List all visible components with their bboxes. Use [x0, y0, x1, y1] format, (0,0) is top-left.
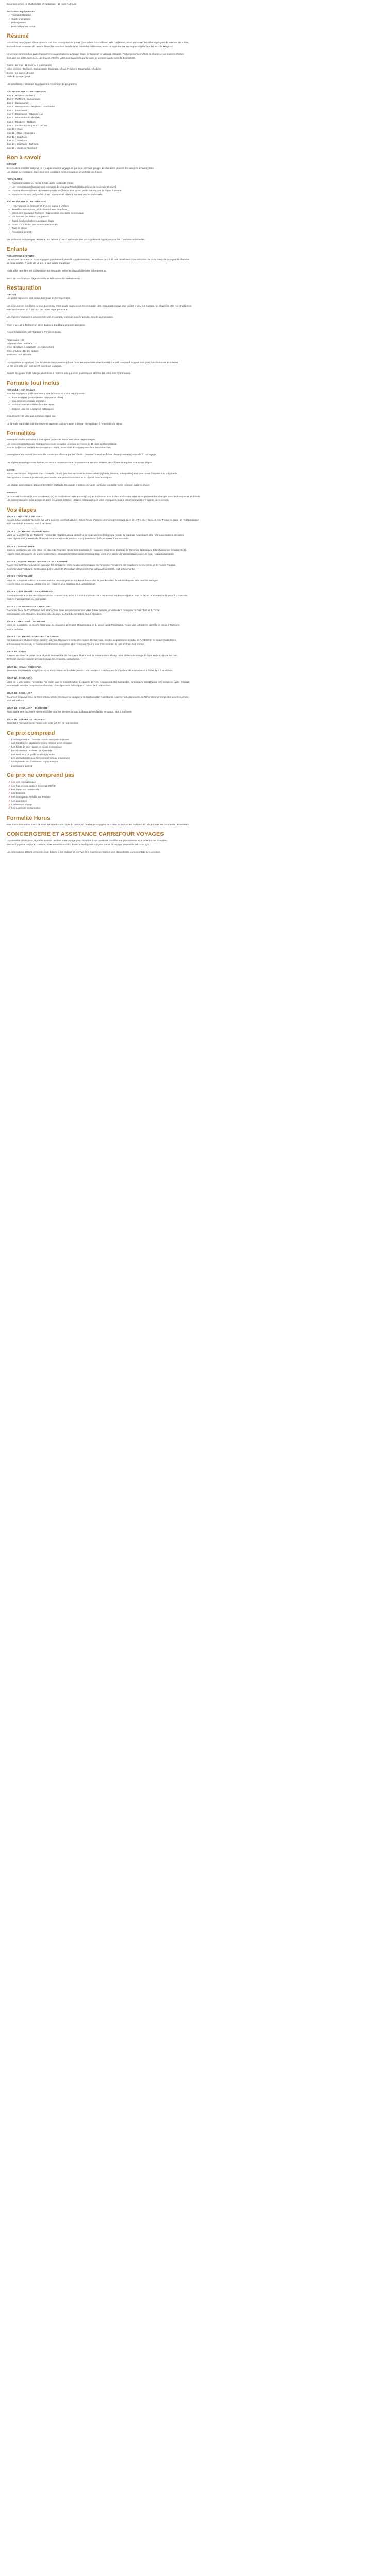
paragraph: Les enfants de moins de 2 ans voyagent gratuitement (sans lit supplémentaire). Les enfants de 2 à 11 ans bénéficient d'une réduction de 25 % lorsqu'ils partagent la chambre: [7, 258, 189, 261]
paragraph: Les petits-déjeuners sont inclus dans tous les hébergements.: [7, 297, 71, 300]
paragraph: Les tarifs sont indiqués par personne, sur la base d'une chambre double. Un supplément s'applique pour les chambres individuelles.: [7, 238, 145, 241]
included-item: ✓ Guide anglophone: [7, 17, 384, 21]
subsection-heading: JOUR 11 : KHIVA - BOUKHARA: [7, 665, 42, 668]
blank-line: [7, 661, 384, 665]
blank-line: [7, 687, 384, 691]
bullet-item: • Billets de train rapide Tachkent - Samarcande en classe économique: [7, 211, 384, 215]
paragraph: Déjeuner chez l'habitant : J4: [7, 342, 37, 345]
blank-line: [7, 846, 384, 850]
paragraph: Supplément : 35 USD par personne et par jour.: [7, 415, 56, 418]
subsection-heading: Services et équipements: [7, 10, 35, 13]
paragraph: Durée : 15 jours / 14 nuits: [7, 71, 34, 74]
paragraph: Un lit bébé peut être mis à disposition sur demande, selon les disponibilités des hébergements.: [7, 269, 107, 272]
bullet-item: • Assistance 24h/24: [7, 230, 384, 234]
paragraph: L'après-midi, découverte de la nécropole Chah-i-Zinda et de l'observatoire d'Ouloug Beg. Visite d'un atelier de fabrication de papier de soie. Nuit à Samarcande.: [7, 552, 175, 555]
bullet-item: • Droits d'entrée aux monuments mentionnés: [7, 223, 384, 226]
paragraph: L'après-midi, excursion à la forteresse de Hissar et à sa madrasa. Nuit à Douchanbé.: [7, 582, 96, 585]
paragraph: Journée consacrée à la ville bleue : la place du Régistan et ses trois madrasas, le mausolée Gour Emir, tombeau de Tamerlan, la mosquée Bibi Khanoum et le bazar Siyob.: [7, 549, 187, 552]
blank-line: [7, 273, 384, 276]
paragraph: Jour 11 : Khiva - Boukhara: [7, 131, 35, 134]
paragraph: Villes visitées : Tachkent, Samarcande, Boukhara, Khiva, Penjikent, Douchanbé, Khodjent: [7, 67, 101, 71]
excluded-item: ✗ Les droits photo et vidéo sur les sites: [7, 795, 384, 799]
blank-line: [7, 312, 384, 315]
paragraph: Pensez à signaler toute allergie alimentaire à l'avance afin que nous puissions en informer les restaurants partenaires.: [7, 372, 131, 375]
blank-line: [7, 60, 384, 63]
paragraph: En fin de journée, coucher de soleil depuis les remparts. Nuit à Khiva.: [7, 657, 80, 660]
paragraph: Pour le Tadjikistan, un visa électronique est requis ; nous vous accompagnons dans les démarches.: [7, 446, 111, 449]
blank-line: [7, 571, 384, 574]
paragraph: Dîner spectacle à Boukhara : J12 (en option): [7, 346, 54, 349]
paragraph: Route vers la frontière tadjike et passage des formalités. Visite du site archéologique de l'ancienne Pendjikent, cité sogdienne du Ve siècle, et du musée Roudaki.: [7, 564, 176, 567]
paragraph: Merci de nous indiquer l'âge des enfants au moment de la réservation.: [7, 277, 81, 280]
paragraph: Dîner d'accueil à Tachkent et dîner d'adieu à Boukhara proposés en option.: [7, 323, 86, 326]
paragraph: ainsi que les petits-déjeuners. Les trajets entre les villes sont organisés par la route ou en train rapide selon la disponibilité.: [7, 56, 136, 59]
paragraph: Les conditions ci-dessous s'appliquent à l'ensemble du programme.: [7, 82, 78, 86]
subsection-heading: JOUR 7 : ISKANDERKOUL - KHODJENT: [7, 605, 52, 608]
subsection-heading: JOUR 2 : TACHKENT - SAMARCANDE: [7, 530, 50, 533]
bullet-item: • Eau minérale pendant les trajets: [7, 399, 384, 403]
subsection-heading: JOUR 9 : TACHKENT - OURGUENTCH - KHIVA: [7, 635, 59, 638]
paragraph: Découvrez deux joyaux d'Asie centrale lors d'un circuit privé de quinze jours reliant l'Ouzbékistan et le Tadjikistan. Vous parcourrez les villes mythiques de la Route de la soie,: [7, 41, 189, 44]
subsection-heading: RÉCAPITULATIF DU PROGRAMME: [7, 90, 46, 93]
subsection-heading: JOUR 12 : BOUKHARA: [7, 676, 33, 680]
paragraph: Nuit à Boukhara.: [7, 699, 25, 702]
excluded-item: ✗ L'assurance voyage: [7, 803, 384, 806]
paragraph: Les déjeuners et les dîners ne sont pas inclus. Votre guide pourra vous recommander des restaurants locaux pour goûter le plov, les samsas, les chachliks et le pain traditionnel.: [7, 304, 192, 308]
section-heading: Résumé: [7, 33, 29, 40]
blank-line: [7, 631, 384, 635]
paragraph: Les cartes bancaires sont acceptées dans les grands hôtels et certains restaurants des villes principales, mais il est recommandé d'emporter des espèces.: [7, 499, 169, 502]
paragraph: Jour 3 : Samarcande: [7, 101, 29, 105]
blank-line: [7, 457, 384, 461]
paragraph: Route à travers le tunnel d'Anzob vers le lac Iskanderkoul, niché à 2 200 m d'altitude dans les monts Fan. Pique-nique au bord du lac et randonnée facile jusqu'à la cascade.: [7, 594, 188, 597]
paragraph: Visite de la ville sainte : l'ensemble Poi Kalon avec le minaret Kalon, la citadelle de l'Ark, le mausolée des Samanides, la mosquée Bolo Khaouz et le complexe Lyab-i-Khaouz.: [7, 680, 190, 683]
paragraph: Dans l'après-midi, train rapide Afrosiyob vers Samarcande (environ 2h10). Installation à l'hôtel et nuit à Samarcande.: [7, 537, 129, 540]
paragraph: Dates : 1er mai - 15 mai (ou à la demande): [7, 64, 52, 67]
paragraph: Jour 2 : Tachkent - Samarcande: [7, 97, 41, 100]
blank-line: [7, 86, 384, 90]
blank-line: [7, 150, 384, 154]
paragraph: Dîner d'adieu : J14 (en option): [7, 349, 39, 352]
blank-line: [7, 487, 384, 490]
paragraph: Taille du groupe : privé: [7, 75, 31, 78]
blank-line: [7, 368, 384, 371]
included-item: ✓ Le vol intérieur Tachkent - Ourguentch: [7, 749, 384, 752]
bullet-item: • Hébergement en hôtels 3* et 4* et en maisons d'hôtes: [7, 204, 384, 208]
paragraph: Transfert à l'aéroport selon l'horaire de votre vol. Fin de nos services.: [7, 721, 79, 724]
included-item: ✓ Transport climatisé: [7, 13, 384, 17]
paragraph: Train rapide vers Tachkent. Après-midi libre pour les derniers achats au bazar. Dîner d'adieu en option. Nuit à Tachkent.: [7, 710, 132, 714]
bullet-item: • Entrées pour les spectacles folkloriques: [7, 407, 384, 411]
section-heading: Ce prix ne comprend pas: [7, 772, 75, 779]
paragraph: Les règles d'entrée pouvant évoluer, nous vous recommandons de consulter le site du ministère des Affaires étrangères avant votre départ.: [7, 461, 153, 464]
paragraph: Jour 14 : Boukhara - Tachkent: [7, 143, 39, 146]
paragraph: Repas traditionnel chez l'habitant à Penjikent inclus.: [7, 331, 61, 334]
paragraph: Jour 7 : Iskanderkoul - Khodjent: [7, 116, 40, 120]
paragraph: Pour toute réservation, merci de nous transmettre une copie du passeport de chaque voyageur au moins 30 jours avant le départ afin de préparer les documents nécessaires.: [7, 823, 189, 826]
blank-line: [7, 601, 384, 604]
blank-line: [7, 376, 384, 379]
blank-line: [7, 646, 384, 650]
section-heading: Formalités: [7, 430, 36, 437]
paragraph: Vol matinal vers Ourguentch et transfert à Khiva. Découverte de la ville-musée d'Itchan Kala, inscrite au patrimoine mondial de l'UNESCO : le minaret Kalta Minor,: [7, 639, 177, 642]
blank-line: [7, 725, 384, 728]
section-heading: CONCIERGERIE ET ASSISTANCE CARREFOUR VOYAGES: [7, 831, 164, 838]
included-item: ✓ Les droits d'entrée aux sites mentionnés au programme: [7, 756, 384, 760]
subsection-heading: RÉDUCTIONS ENFANTS: [7, 254, 35, 257]
paragraph: Ce circuit est entièrement privé : il n'y a pas d'autres voyageurs que ceux de votre groupe. Les horaires peuvent être adaptés à votre rythme.: [7, 166, 155, 170]
excluded-item: ✗ Les boissons: [7, 791, 384, 795]
subsection-heading: FORMULE TOUT INCLUS: [7, 388, 35, 392]
subsection-heading: JOUR 3 : SAMARCANDE: [7, 545, 35, 548]
blank-line: [7, 826, 384, 830]
subsection-heading: JOUR 5 : DOUCHANBÉ: [7, 575, 33, 578]
paragraph: Jour 9 : Tachkent - Ourguentch - Khiva: [7, 124, 47, 127]
subsection-heading: JOUR 10 : KHIVA: [7, 650, 26, 653]
paragraph: L'enregistrement auprès des autorités locales est effectué par les hôtels. Conservez toutes les fiches d'enregistrement jusqu'à la fin du voyage.: [7, 453, 157, 456]
paragraph: Route par le col de Chakhristan vers Istaravchan, l'une des plus anciennes villes d'Asie centrale, et visite de la mosquée Hazrati Chah et du bazar.: [7, 609, 160, 612]
subsection-heading: JOUR 1 : ARRIVÉE À TACHKENT: [7, 515, 44, 518]
paragraph: Le voyage comprend un guide francophone ou anglophone à chaque étape, le transport en véhicule climatisé, l'hébergement en hôtels de charme et en maisons d'hôtes,: [7, 53, 184, 56]
blank-line: [7, 6, 384, 9]
blank-line: [7, 280, 384, 284]
paragraph: Pour les voyageurs qui le souhaitent, une formule tout inclus est proposée :: [7, 392, 86, 395]
paragraph: Visite de la vieille ville de Tachkent : l'ensemble Khast Imam qui abrite l'un des plus anciens Corans du monde, la madrasa Koukeldach et le métro aux stations décorées.: [7, 534, 185, 537]
paragraph: Traversée du désert du Kyzylkoum et arrêt en chemin au bord de l'Amou-Daria. Arrivée à Boukhara en fin d'après-midi et installation à l'hôtel. Nuit à Boukhara.: [7, 669, 173, 672]
paragraph: Jour 12 : Boukhara: [7, 135, 27, 138]
excluded-item: ✗ Les pourboires: [7, 799, 384, 803]
excluded-item: ✗ Les repas non mentionnés: [7, 788, 384, 791]
paragraph: Visite de la capitale tadjike : le musée national des antiquités et son Bouddha couché, le parc Roudaki, le mât de drapeau et le marché Mehrgon.: [7, 579, 159, 582]
bullet-item: • Vol intérieur Tachkent - Ourguentch: [7, 215, 384, 218]
paragraph: Le thé vert et le pain sont servis avec tous les repas.: [7, 364, 62, 367]
blank-line: [7, 768, 384, 771]
section-heading: Formalité Horus: [7, 815, 51, 821]
paragraph: Les régimes végétariens peuvent être pris en compte, merci de nous le préciser lors de la réservation.: [7, 315, 114, 318]
paragraph: En cas d'urgence sur place, contactez directement le numéro d'assistance figurant sur votre carnet de voyage, disponible 24h/24 et 7j/7.: [7, 843, 150, 846]
subsection-heading: ARGENT: [7, 491, 17, 494]
included-item: ✓ Les services d'un guide local anglophone: [7, 753, 384, 756]
paragraph: Visite de la citadelle, du musée historique, du mausolée de Cheikh Maslikhiddine et du grand bazar Panchanbe. Route vers la frontière ouzbèke et retour à Tachkent.: [7, 624, 180, 627]
bullet-item: • Guide local anglophone à chaque étape: [7, 219, 384, 223]
blank-line: [7, 357, 384, 360]
subsection-heading: FORMALITÉS: [7, 178, 22, 181]
blank-line: [7, 78, 384, 82]
bullet-item: • Taxe de séjour: [7, 226, 384, 230]
bullet-item: • Les ressortissants français sont exemptés de visa pour l'Ouzbékistan (séjour de moins de 30 jours).: [7, 185, 384, 189]
section-heading: Restauration: [7, 285, 42, 292]
paragraph: Jour 4 : Samarcande - Penjikent - Douchanbé: [7, 105, 55, 108]
paragraph: Aucun vaccin n'est obligatoire. Il est conseillé d'être à jour des vaccinations universelles (diphtérie, tétanos, poliomyélite) ainsi que contre l'hépatite A et la typhoïde.: [7, 472, 178, 475]
included-item: ✓ Hébergement: [7, 21, 384, 24]
paragraph: Les étapes en montagne atteignent 2 200 m d'altitude. En cas de problème de santé particulier, consultez votre médecin avant le départ.: [7, 483, 150, 486]
paragraph: Jour 10 : Khiva: [7, 128, 23, 131]
blank-line: [7, 411, 384, 414]
blank-line: [7, 300, 384, 304]
subsection-heading: JOUR 15 : DÉPART DE TACHKENT: [7, 718, 46, 721]
excluded-item: ✗ Les vols internationaux: [7, 780, 384, 784]
paragraph: La monnaie locale est le soum ouzbek (UZS) en Ouzbékistan et le somoni (TJS) au Tadjikistan. Les dollars américains et les euros peuvent être changés dans les banques et les hôtels.: [7, 495, 201, 498]
bullet-item: • Tous les repas (petit-déjeuner, déjeuner et dîner): [7, 396, 384, 399]
paragraph: les madrasas couvertes de faïence bleue, les marchés animés et les citadelles millénaires, avant de rejoindre les montagnes du Pamir et les lacs de Marguzor.: [7, 45, 173, 48]
paragraph: la forteresse Kounia Ark, la madrasa Mohammed Amin Khan et la mosquée Djouma aux 218 colonnes de bois sculpté. Nuit à Khiva.: [7, 642, 145, 646]
paragraph: Les informations et tarifs présentés sont donnés à titre indicatif et peuvent être modifiés en fonction des disponibilités au moment de la réservation.: [7, 851, 161, 854]
blank-line: [7, 449, 384, 453]
subsection-heading: SANTÉ: [7, 468, 15, 471]
blank-line: [7, 242, 384, 245]
blank-line: [7, 319, 384, 323]
paragraph: Les ressortissants français n'ont pas besoin de visa pour un séjour de moins de 30 jours en Ouzbékistan.: [7, 442, 117, 445]
paragraph: Jour 6 : Douchanbé - Iskanderkoul: [7, 113, 43, 116]
blank-line: [7, 480, 384, 483]
included-item: ✓ Petits-déjeuners inclus: [7, 25, 384, 28]
paragraph: Promenade dans les coupoles marchandes. Dîner-spectacle folklorique en option. Nuit à Boukhara.: [7, 684, 111, 687]
paragraph: Jour 15 : départ de Tachkent: [7, 146, 37, 149]
paragraph: Jour 13 : Boukhara: [7, 139, 27, 142]
paragraph: Un supplément s'applique pour la formule demi-pension (dîners dans les restaurants sélectionnés). Ce tarif comprend le repas trois plats, hors boissons alcoolisées.: [7, 361, 179, 364]
bullet-item: • Transferts en véhicule privé climatisé avec chauffeur: [7, 208, 384, 211]
paragraph: La formule tout inclus doit être réservée au moins 14 jours avant le départ et s'applique à l'ensemble du séjour.: [7, 422, 123, 425]
blank-line: [7, 327, 384, 330]
blank-line: [7, 28, 384, 32]
paragraph: Journée de visite : le palais Tach Khaouli, le mausolée de Pakhlavan Makhmoud, le minaret Islam Khodja et les ateliers de tissage de tapis et de sculpture sur bois.: [7, 654, 178, 657]
paragraph: Passeport valable au moins 6 mois après la date de retour avec deux pages vierges.: [7, 438, 96, 442]
blank-line: [7, 426, 384, 429]
blank-line: [7, 48, 384, 52]
section-heading: Ce prix comprend: [7, 730, 55, 736]
subsection-heading: JOUR 14 : BOUKHARA - TACHKENT: [7, 706, 47, 709]
paragraph: de deux adultes. À partir de 12 ans, le tarif adulte s'applique.: [7, 262, 71, 265]
bullet-item: • Boissons non alcoolisées lors des repas: [7, 403, 384, 406]
subsection-heading: JOUR 4 : SAMARCANDE - PENJIKENT - DOUCHANBÉ: [7, 560, 68, 563]
paragraph: Pique-nique : J6: [7, 338, 24, 341]
included-item: ✓ L'assistance 24h/24: [7, 764, 384, 768]
paragraph: Jour 1 : arrivée à Tachkent: [7, 94, 35, 97]
blank-line: [7, 265, 384, 269]
paragraph: Boissons : non incluses: [7, 353, 32, 356]
subsection-heading: JOUR 8 : KHODJENT - TACHKENT: [7, 620, 45, 623]
section-heading: Bon à savoir: [7, 155, 41, 161]
blank-line: [7, 616, 384, 620]
blank-line: [7, 418, 384, 421]
blank-line: [7, 672, 384, 676]
blank-line: [7, 196, 384, 200]
paragraph: Déjeuner chez l'habitant. Continuation par la vallée de Zeravchan et les monts Fan jusqu'à Douchanbé. Nuit à Douchanbé.: [7, 567, 136, 570]
paragraph: Excursion au palais d'été de l'émir Sitorai Mokhi Khossa et au complexe de Bakhaouddin Nakchbandi. L'après-midi, découverte du Tchor Minor et temps libre pour les achats.: [7, 695, 189, 698]
paragraph: Jour 5 : Douchanbé: [7, 109, 28, 112]
subsection-heading: JOUR 6 : DOUCHANBÉ - ISKANDERKOUL: [7, 590, 54, 593]
blank-line: [7, 702, 384, 706]
paragraph: Les étapes de montagne dépendent des conditions météorologiques et de l'état des routes.: [7, 170, 103, 173]
included-item: ✓ Les billets de train rapide en classe économique: [7, 745, 384, 749]
blank-line: [7, 334, 384, 337]
blank-line: [7, 464, 384, 468]
section-heading: Enfants: [7, 246, 28, 252]
blank-line: [7, 586, 384, 589]
paragraph: Un conseiller dédié reste joignable avant et pendant votre voyage pour répondre à vos questions, modifier une prestation ou vous aider en cas d'imprévu.: [7, 839, 168, 842]
paragraph: Continuation vers Khodjent, deuxième ville du pays, au bord du Syr-Daria. Nuit à Khodjent.: [7, 613, 102, 616]
excluded-item: ✗ Les dépenses personnelles: [7, 806, 384, 810]
bullet-item: • Passeport valable au moins 6 mois après la date de retour.: [7, 181, 384, 185]
paragraph: Excursion privée en Ouzbékistan et Tadjikistan - 15 jours / 14 nuits: [7, 3, 77, 5]
paragraph: Prévoyez environ 10 à 15 USD par repas et par personne.: [7, 308, 68, 311]
subsection-heading: CIRCUIT: [7, 163, 17, 166]
blank-line: [7, 556, 384, 560]
section-heading: Vos étapes: [7, 506, 37, 513]
excluded-item: ✗ Les frais de visa tadjik et le permis GBAO: [7, 784, 384, 788]
included-item: ✓ Le déjeuner chez l'habitant et le pique-nique: [7, 760, 384, 764]
blank-line: [7, 234, 384, 238]
paragraph: Nuit à Tachkent.: [7, 628, 24, 631]
section-heading: Formule tout inclus: [7, 380, 60, 387]
subsection-heading: CIRCUIT: [7, 293, 17, 296]
bullet-item: • Un visa électronique est nécessaire pour le Tadjikistan ainsi qu'un permis GBAO pour la région du Pamir.: [7, 189, 384, 192]
paragraph: Nuit en maison d'hôtes au bord du lac.: [7, 598, 47, 601]
blank-line: [7, 526, 384, 530]
included-item: ✓ L'hébergement en chambre double avec petit-déjeuner: [7, 738, 384, 741]
document-body: [7, 2, 384, 854]
blank-line: [7, 810, 384, 814]
subsection-heading: RÉCAPITULATIF DU PROGRAMME: [7, 200, 46, 204]
bullet-item: • Aucun vaccin n'est obligatoire ; il est recommandé d'être à jour des vaccins universels.: [7, 193, 384, 196]
paragraph: Prévoyez une trousse à pharmacie personnelle, une protection solaire et un répulsif anti-moustiques.: [7, 476, 113, 479]
blank-line: [7, 174, 384, 177]
blank-line: [7, 502, 384, 505]
blank-line: [7, 541, 384, 545]
blank-line: [7, 714, 384, 717]
paragraph: Accueil à l'aéroport de Tachkent par votre guide et transfert à l'hôtel. Selon l'heure d'arrivée, première promenade dans le centre-ville : la place Amir Timour, la place de l'Indépendance: [7, 518, 199, 521]
document-page: [0, 0, 391, 854]
included-item: ✓ Les transferts et déplacements en véhicule privé climatisé: [7, 741, 384, 745]
paragraph: Jour 8 : Khodjent - Tachkent: [7, 120, 37, 123]
subsection-heading: JOUR 13 : BOUKHARA: [7, 691, 33, 694]
paragraph: et le marché de Tchorsou. Nuit à Tachkent.: [7, 522, 52, 526]
